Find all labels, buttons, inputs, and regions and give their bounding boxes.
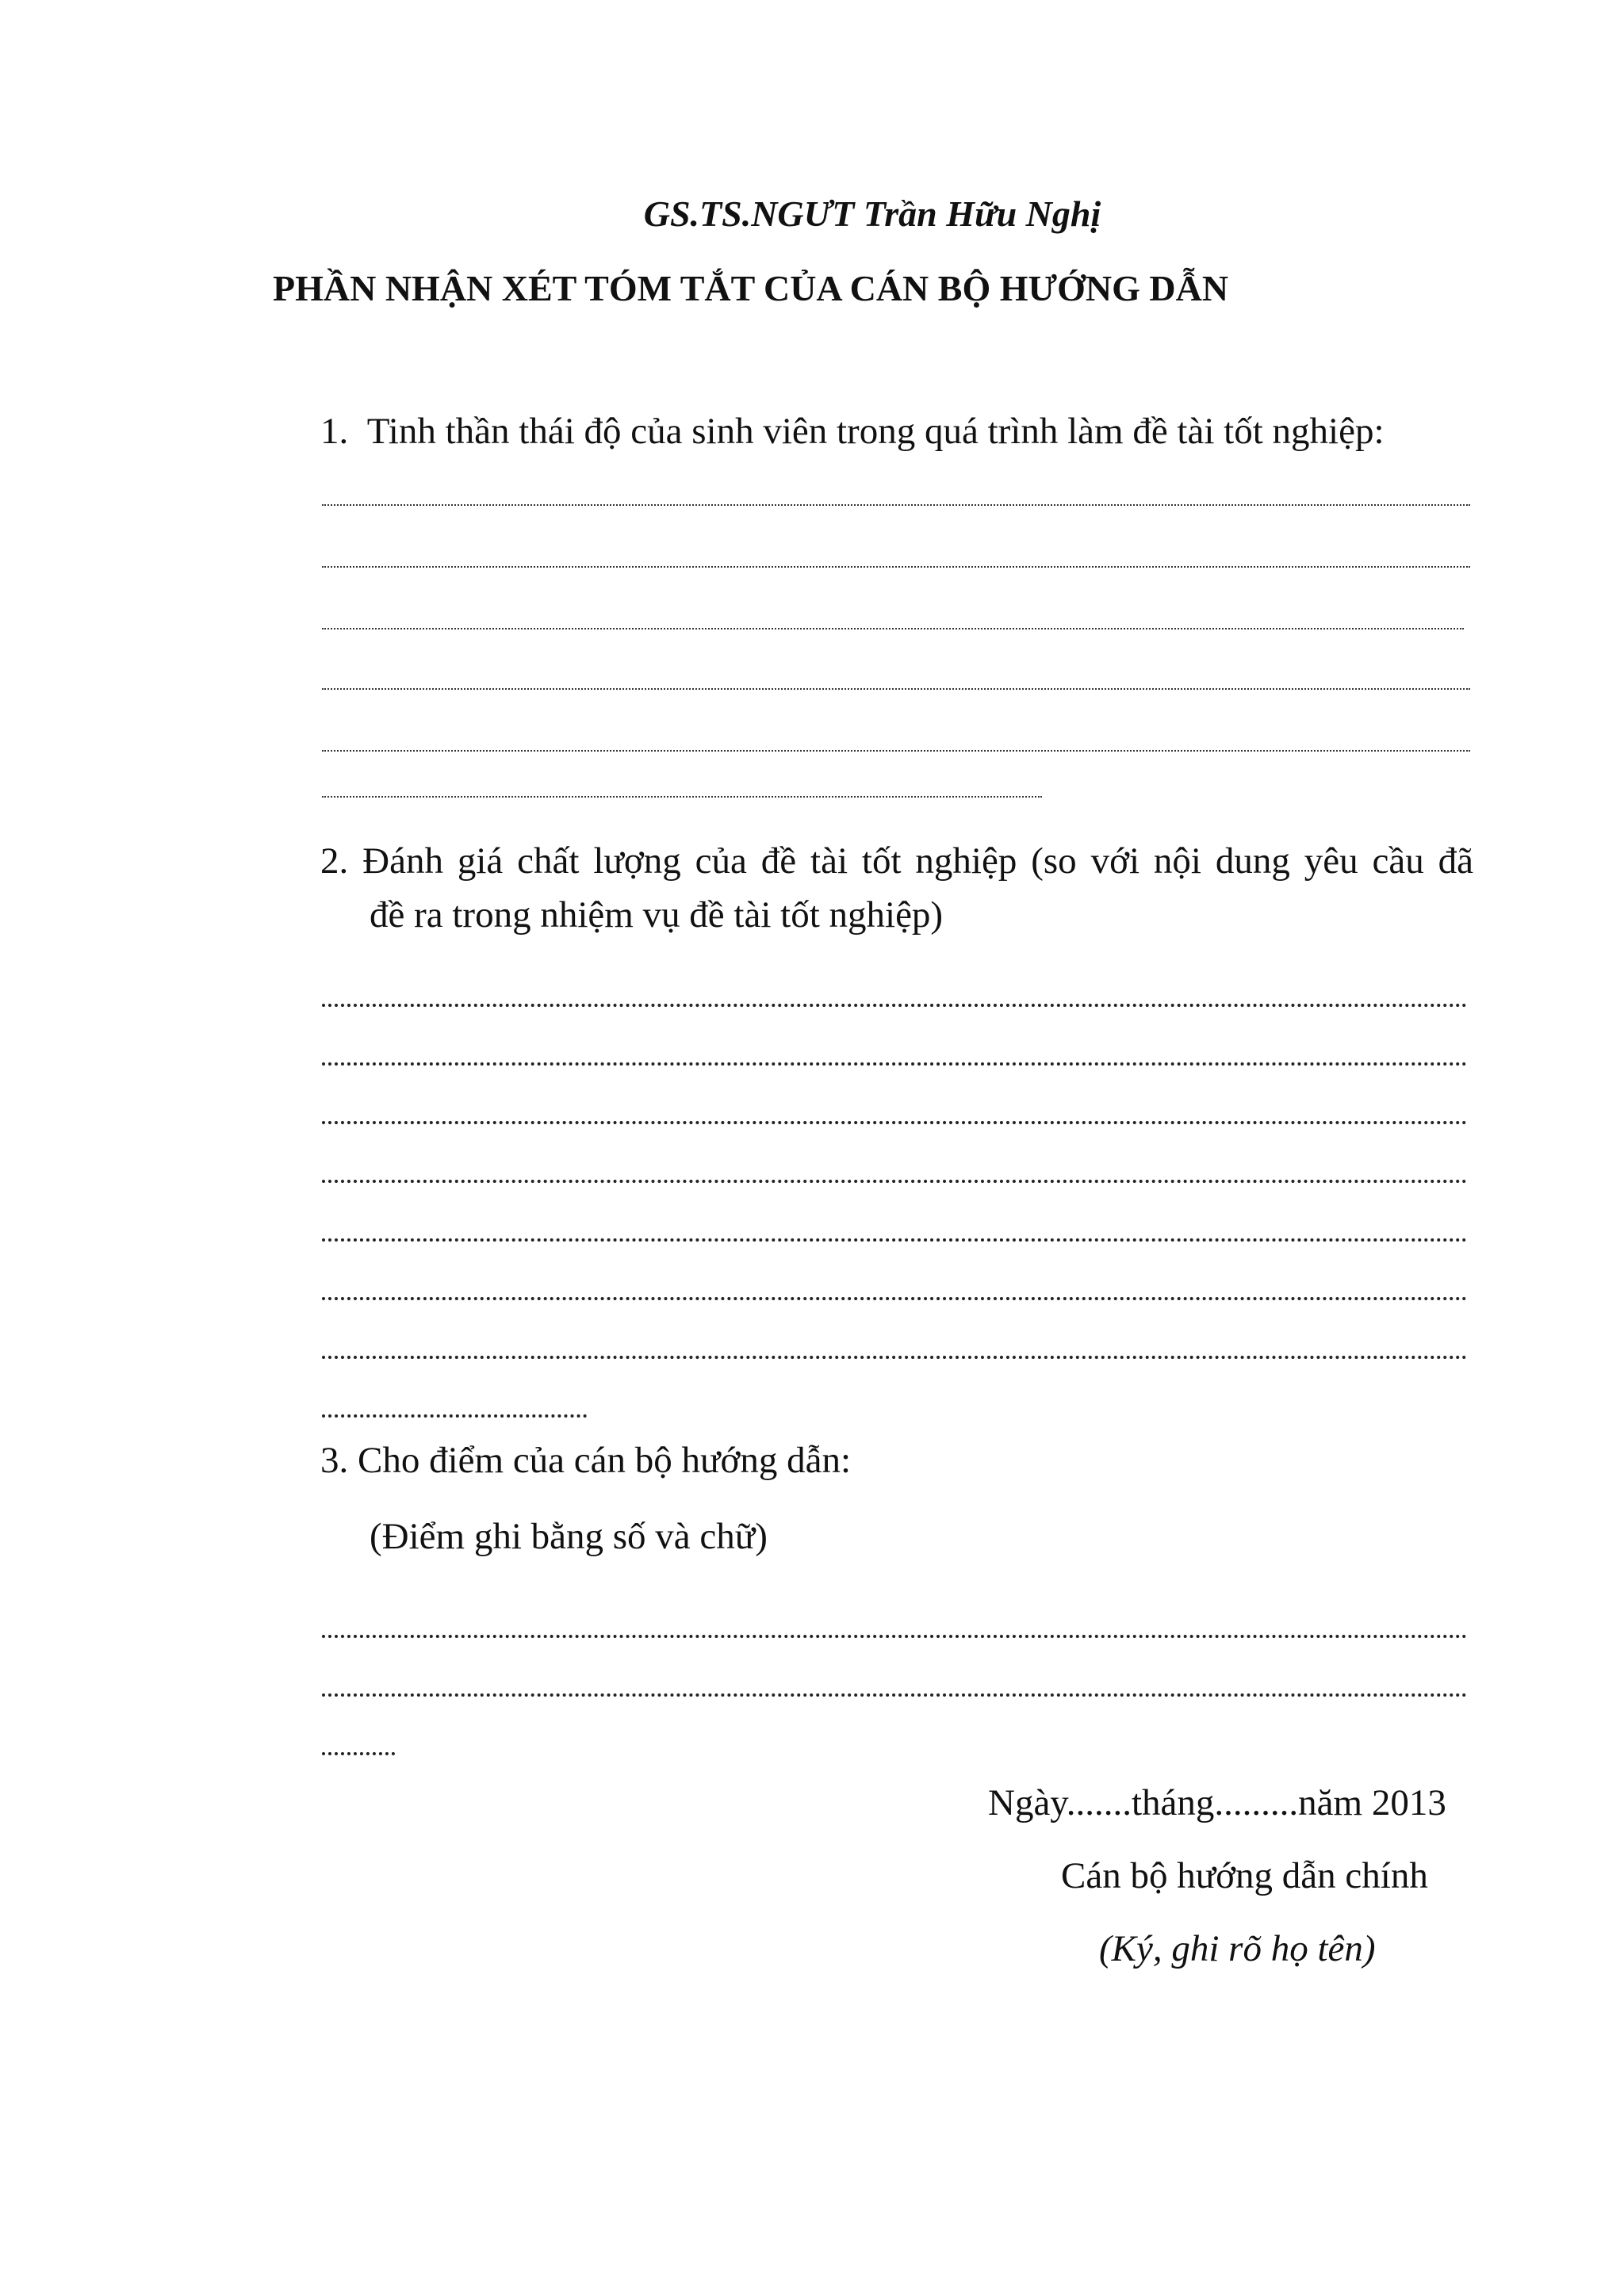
section-1-answer-line[interactable] <box>322 504 1470 506</box>
section-1-answer-line[interactable] <box>322 566 1470 568</box>
section-3-answer-line[interactable] <box>322 1752 395 1755</box>
section-1-prompt <box>320 408 1385 455</box>
section-3-prompt: 3. Cho điểm của cán bộ hướng dẫn: <box>320 1440 852 1481</box>
section-3-note: (Điểm ghi bằng số và chữ) <box>370 1516 768 1557</box>
section-1-text: Tinh thần thái độ của sinh viên trong quá trình làm đề tài tốt nghiệp: <box>366 411 1385 452</box>
date-line: Ngày.......tháng.........năm 2013 <box>988 1782 1446 1823</box>
section-2-prompt-line2: đề ra trong nhiệm vụ đề tài tốt nghiệp) <box>370 894 944 936</box>
section-2-text: Đánh giá chất lượng của đề tài tốt nghiệp (so với nội dung yêu cầu đã <box>362 840 1473 882</box>
section-2-answer-line[interactable] <box>322 1238 1467 1242</box>
section-1-answer-line[interactable] <box>322 628 1464 629</box>
section-2-answer-line[interactable] <box>322 1121 1467 1124</box>
section-2-answer-line[interactable] <box>322 1180 1467 1183</box>
section-1-answer-line[interactable] <box>322 796 1042 798</box>
section-2-number: 2. <box>320 840 349 882</box>
signer-title: Cán bộ hướng dẫn chính <box>1061 1855 1428 1896</box>
signature-note: (Ký, ghi rõ họ tên) <box>1099 1928 1376 1969</box>
section-2-answer-line[interactable] <box>322 1004 1467 1007</box>
author-name: GS.TS.NGƯT Trần Hữu Nghị <box>643 193 1101 234</box>
section-3-answer-line[interactable] <box>322 1693 1467 1697</box>
section-2-answer-line[interactable] <box>322 1356 1467 1359</box>
section-1-answer-line[interactable] <box>322 688 1470 690</box>
section-2-answer-line[interactable] <box>322 1297 1467 1300</box>
section-1-answer-line[interactable] <box>322 750 1470 752</box>
section-3-answer-line[interactable] <box>322 1635 1467 1638</box>
section-1-number: 1. <box>320 411 349 452</box>
section-2-prompt-line1 <box>320 837 1473 885</box>
section-2-answer-line[interactable] <box>322 1414 587 1418</box>
page-title: PHẦN NHẬN XÉT TÓM TẮT CỦA CÁN BỘ HƯỚNG DẪN <box>273 268 1229 308</box>
section-2-answer-line[interactable] <box>322 1062 1467 1066</box>
